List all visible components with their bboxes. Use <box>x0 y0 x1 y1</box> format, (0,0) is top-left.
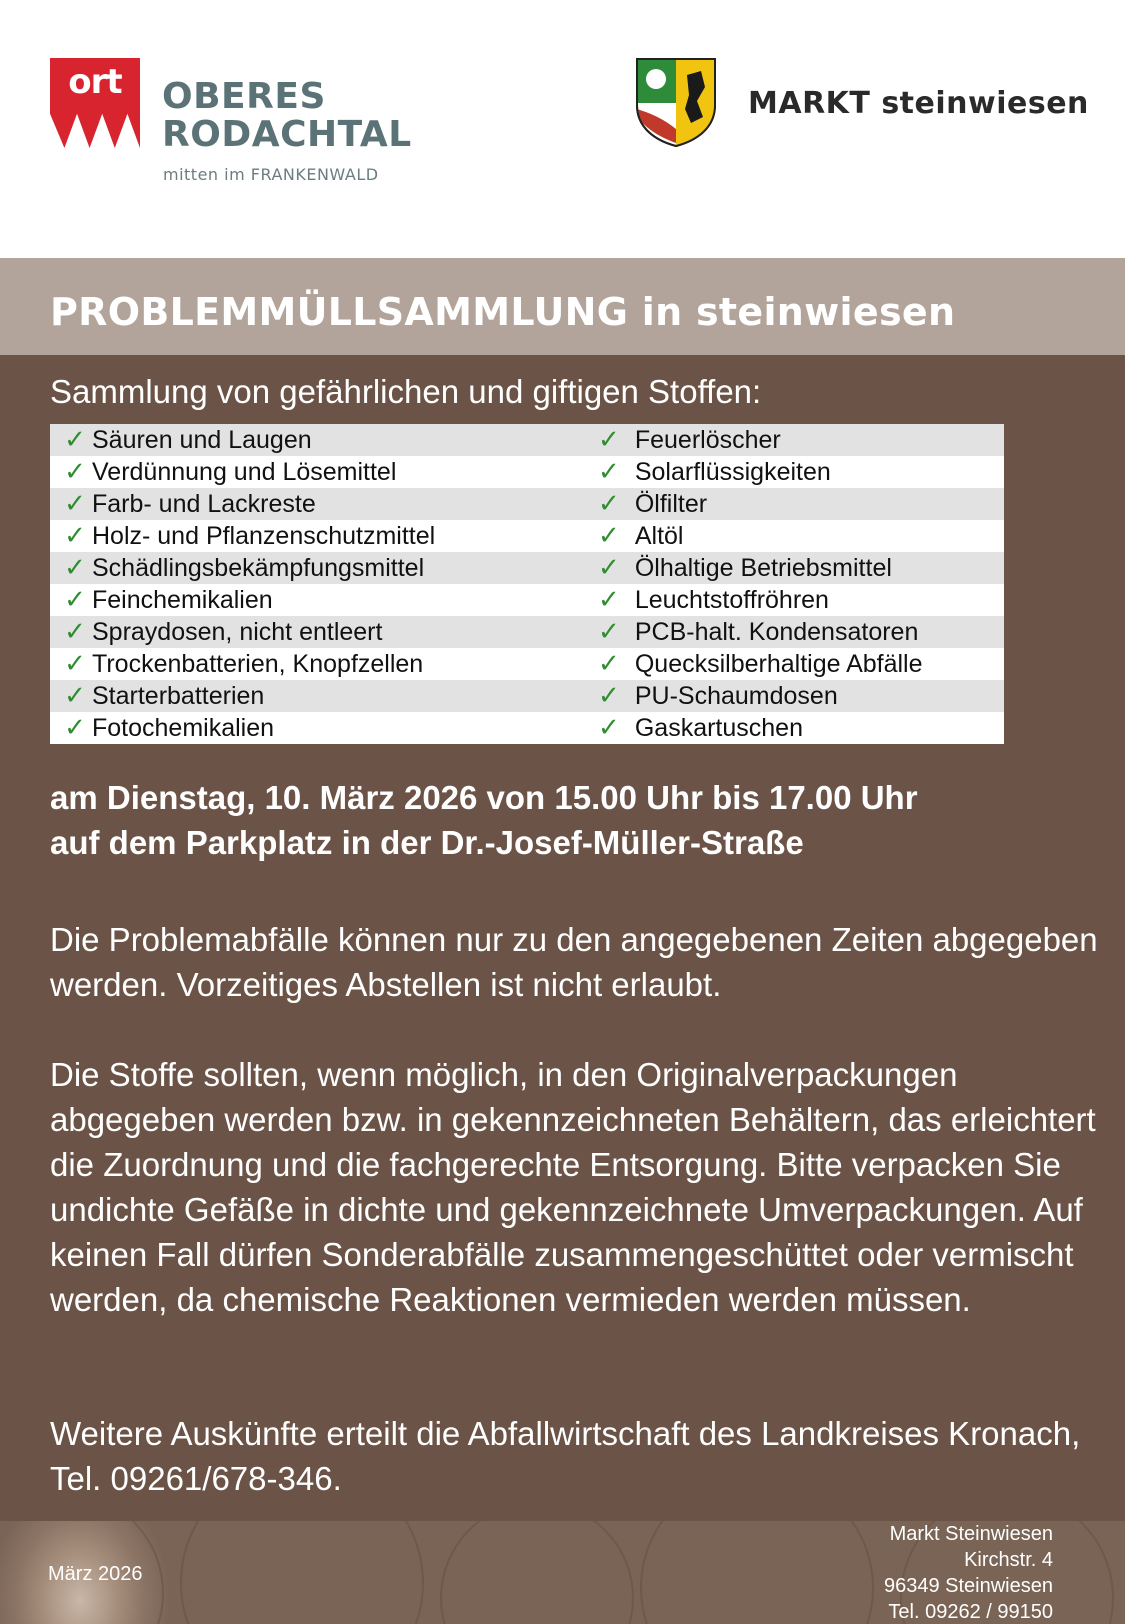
list-item <box>50 648 583 680</box>
list-item <box>50 712 583 744</box>
item-label: Ölfilter <box>634 490 708 518</box>
markt-steinwiesen-name: MARKT steinwiesen <box>748 86 1089 121</box>
footer-address-line: 96349 Steinwiesen <box>883 1575 1053 1597</box>
wood-texture <box>440 1521 634 1624</box>
hazardous-items-table <box>50 424 1004 744</box>
item-label: Holz- und Pflanzenschutzmittel <box>92 522 436 550</box>
list-item <box>50 424 583 456</box>
item-label: Fotochemikalien <box>92 714 275 742</box>
paragraph-times: Die Problemabfälle können nur zu den angegebenen Zeiten abgegeben werden. Vorzeitiges Abstellen ist nicht erlaubt. <box>50 921 1098 1003</box>
list-item <box>583 488 1004 520</box>
checkmark-icon: ✓ <box>64 616 86 646</box>
table-row <box>50 552 1004 584</box>
item-label: Feinchemikalien <box>92 586 273 614</box>
item-label: Ölhaltige Betriebsmittel <box>634 554 892 582</box>
checkmark-icon: ✓ <box>597 648 620 678</box>
footer-address <box>884 1521 1053 1624</box>
table-row <box>50 456 1004 488</box>
checkmark-icon: ✓ <box>64 520 86 550</box>
checkmark-icon: ✓ <box>64 712 86 742</box>
list-item <box>583 712 1004 744</box>
item-label: Schädlingsbekämpfungsmittel <box>92 554 425 582</box>
list-item <box>50 520 583 552</box>
list-item <box>50 488 583 520</box>
checkmark-icon: ✓ <box>64 488 86 518</box>
list-item <box>50 456 583 488</box>
table-row <box>50 680 1004 712</box>
list-item <box>50 680 583 712</box>
paragraph-packaging: Die Stoffe sollten, wenn möglich, in den Originalverpackungen abgegeben werden bzw. in gekennzeichneten Behältern, das erleichtert die Zuordnung und die fachgerechte Entsorgung. Bitte verpacken Sie undichte Gefäße in dichte und gekennzeichnete Umverpackungen. Auf keinen Fall dürfen Sonderabfälle zusammengeschüttet oder vermischt werden, da chemische Reaktionen vermieden werden müssen. <box>50 1056 1096 1318</box>
list-item <box>583 552 1004 584</box>
item-label: Altöl <box>634 522 684 550</box>
checkmark-icon: ✓ <box>597 712 620 742</box>
wood-texture <box>180 1521 424 1624</box>
brand-tagline: mitten im FRANKENWALD <box>163 165 379 184</box>
item-label: Spraydosen, nicht entleert <box>92 618 383 646</box>
title-band <box>0 258 1125 355</box>
checkmark-icon: ✓ <box>597 680 620 710</box>
date-line: am Dienstag, 10. März 2026 von 15.00 Uhr bis 17.00 Uhr <box>50 779 918 816</box>
item-label: Quecksilberhaltige Abfälle <box>634 650 923 678</box>
footer-address-line: Tel. 09262 / 99150 <box>888 1601 1053 1623</box>
item-label: Verdünnung und Lösemittel <box>92 458 397 486</box>
table-row <box>50 712 1004 744</box>
list-item <box>583 520 1004 552</box>
paragraph-contact: Weitere Auskünfte erteilt die Abfallwirtschaft des Landkreises Kronach, Tel. 09261/678-346. <box>50 1415 1081 1497</box>
table-row <box>50 520 1004 552</box>
ort-logo <box>50 58 140 148</box>
list-item <box>583 456 1004 488</box>
checkmark-icon: ✓ <box>597 424 620 454</box>
list-item <box>583 680 1004 712</box>
main-content <box>0 355 1125 1521</box>
checkmark-icon: ✓ <box>64 552 86 582</box>
page-title: PROBLEMMÜLLSAMMLUNG in steinwiesen <box>50 290 956 334</box>
page-header <box>0 0 1125 258</box>
item-label: Säuren und Laugen <box>92 426 312 454</box>
table-row <box>50 584 1004 616</box>
list-item <box>50 552 583 584</box>
wood-texture <box>640 1521 874 1624</box>
checkmark-icon: ✓ <box>64 584 86 614</box>
item-label: Gaskartuschen <box>634 714 803 742</box>
item-label: Feuerlöscher <box>634 426 781 454</box>
intro-heading: Sammlung von gefährlichen und giftigen Stoffen: <box>50 373 762 410</box>
checkmark-icon: ✓ <box>597 520 620 550</box>
table-row <box>50 616 1004 648</box>
list-item <box>583 616 1004 648</box>
coat-of-arms-icon <box>635 57 717 147</box>
item-label: PCB-halt. Kondensatoren <box>634 618 919 646</box>
checkmark-icon: ✓ <box>64 456 86 486</box>
checkmark-icon: ✓ <box>597 616 620 646</box>
footer-address-line: Kirchstr. 4 <box>964 1549 1053 1571</box>
table-row <box>50 424 1004 456</box>
checkmark-icon: ✓ <box>64 680 86 710</box>
brand-name <box>162 78 412 154</box>
item-label: Leuchtstoffröhren <box>634 586 829 614</box>
brand-name-line1: OBERES <box>162 76 326 117</box>
checkmark-icon: ✓ <box>597 552 620 582</box>
item-label: Farb- und Lackreste <box>92 490 316 518</box>
table-row <box>50 488 1004 520</box>
list-item <box>50 584 583 616</box>
footer-date: März 2026 <box>48 1563 143 1585</box>
item-label: Starterbatterien <box>92 682 265 710</box>
item-label: Solarflüssigkeiten <box>634 458 831 486</box>
list-item <box>583 584 1004 616</box>
item-label: Trockenbatterien, Knopfzellen <box>92 650 424 678</box>
item-label: PU-Schaumdosen <box>634 682 838 710</box>
checkmark-icon: ✓ <box>64 648 86 678</box>
date-location-block <box>50 775 918 865</box>
brand-name-line2: RODACHTAL <box>162 114 412 155</box>
page-footer <box>0 1521 1125 1624</box>
footer-address-line: Markt Steinwiesen <box>889 1523 1053 1545</box>
list-item <box>50 616 583 648</box>
checkmark-icon: ✓ <box>597 488 620 518</box>
checkmark-icon: ✓ <box>597 584 620 614</box>
list-item <box>583 424 1004 456</box>
checkmark-icon: ✓ <box>597 456 620 486</box>
location-line: auf dem Parkplatz in der Dr.-Josef-Müller-Straße <box>50 824 804 861</box>
checkmark-icon: ✓ <box>64 424 86 454</box>
list-item <box>583 648 1004 680</box>
ort-logo-text: ort <box>68 62 122 102</box>
table-row <box>50 648 1004 680</box>
